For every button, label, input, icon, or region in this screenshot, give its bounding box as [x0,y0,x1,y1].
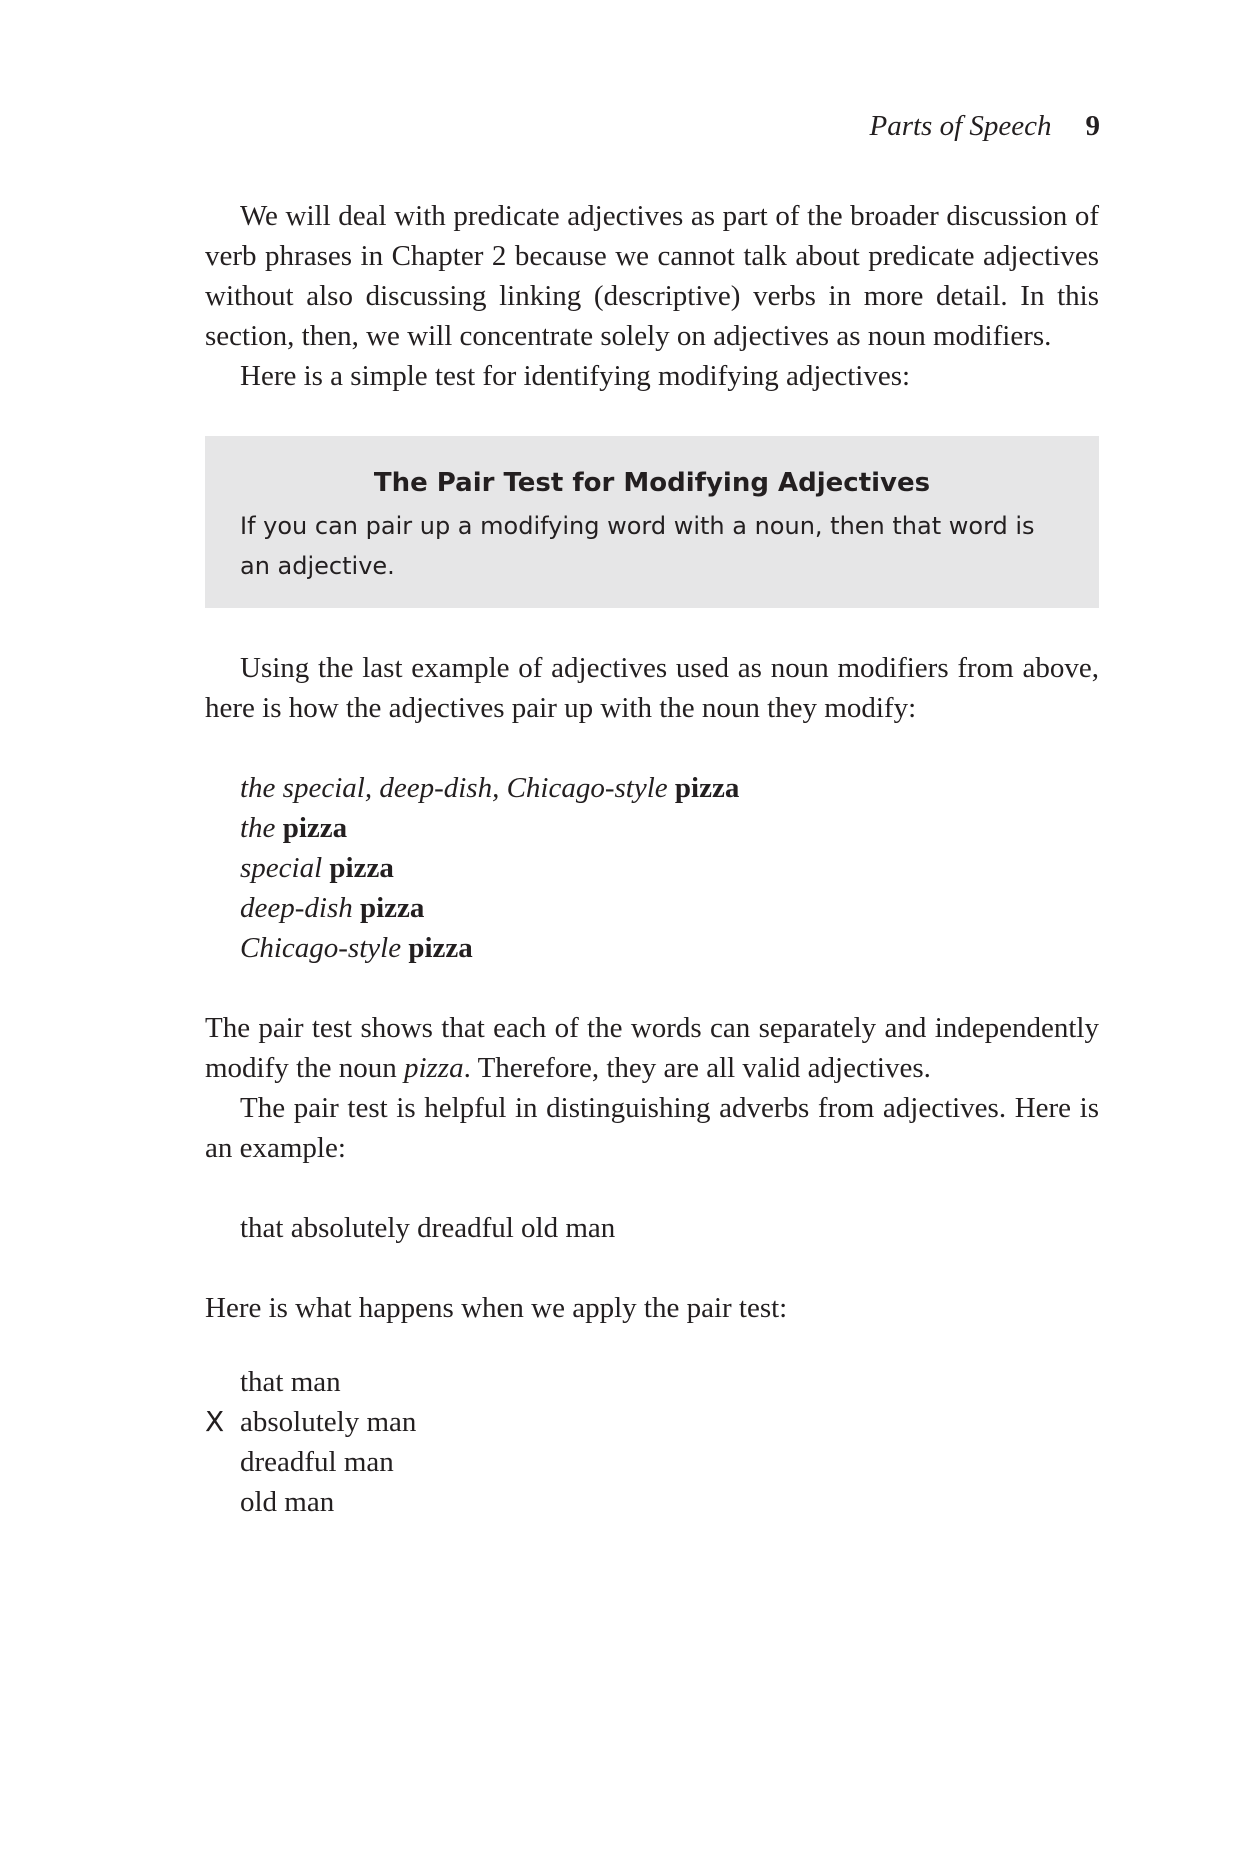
example-modifier: the [240,812,276,844]
paragraph-predicate-adjectives: We will deal with predicate adjectives as part of the broader discussion of verb phrases in Chapter 2 because we cannot talk about predicate adjectives without also discussing linking (descriptive) verbs in more detail. In this section, then, we will concentrate solely on adjectives as noun modifiers. [205,200,1099,352]
example-text: old man [240,1486,335,1518]
callout-title: The Pair Test for Modifying Adjectives [373,468,931,498]
example-noun: pizza [282,812,348,844]
callout-body: If you can pair up a modifying word with a noun, then that word is an adjective. [240,512,1035,580]
paragraph-pair-test-result [205,1008,1099,1088]
example-line [240,848,1099,888]
pair-test-applied-list [205,1362,1099,1522]
dreadful-man-example [240,1208,1099,1248]
example-text: dreadful man [240,1446,394,1478]
paragraph-adverbs-intro: The pair test is helpful in distinguishing adverbs from adjectives. Here is an example: [205,1092,1099,1164]
example-noun: pizza [329,852,394,884]
page-body [205,196,1099,1562]
example-noun: pizza [408,932,473,964]
example-text: that man [240,1366,341,1398]
example-line [240,888,1099,928]
example-line: that absolutely dreadful old man [240,1212,616,1244]
paragraph-pair-up-intro: Using the last example of adjectives used as noun modifiers from above, here is how the adjectives pair up with the noun they modify: [205,652,1099,724]
example-modifier: special [240,852,323,884]
example-modifier: the special, deep-dish, Chicago-style [240,772,668,804]
example-line [205,1402,1099,1442]
example-line [240,1442,1099,1482]
running-header [200,108,1100,144]
example-noun: pizza [674,772,740,804]
example-line [240,808,1099,848]
page-number: 9 [1085,110,1100,142]
invalid-mark: X [205,1405,225,1438]
paragraph-simple-test-intro: Here is a simple test for identifying modifying adjectives: [240,360,911,392]
example-text: absolutely man [240,1406,417,1438]
example-line [240,768,1099,808]
example-line [240,928,1099,968]
paragraph-text: The pair test shows that each of the words can separately and independently modify the noun [205,1012,1099,1084]
pair-test-callout-box [205,436,1099,608]
paragraph-text: . Therefore, they are all valid adjectives. [463,1052,931,1084]
example-modifier: Chicago-style [240,932,402,964]
paragraph-apply-pair-test: Here is what happens when we apply the pair test: [205,1292,788,1324]
example-noun: pizza [360,892,425,924]
example-line [240,1482,1099,1522]
running-title: Parts of Speech [869,110,1052,142]
paragraph-italic-word: pizza [403,1052,464,1084]
example-modifier: deep-dish [240,892,353,924]
pizza-example-list [240,768,1099,968]
example-line [240,1362,1099,1402]
